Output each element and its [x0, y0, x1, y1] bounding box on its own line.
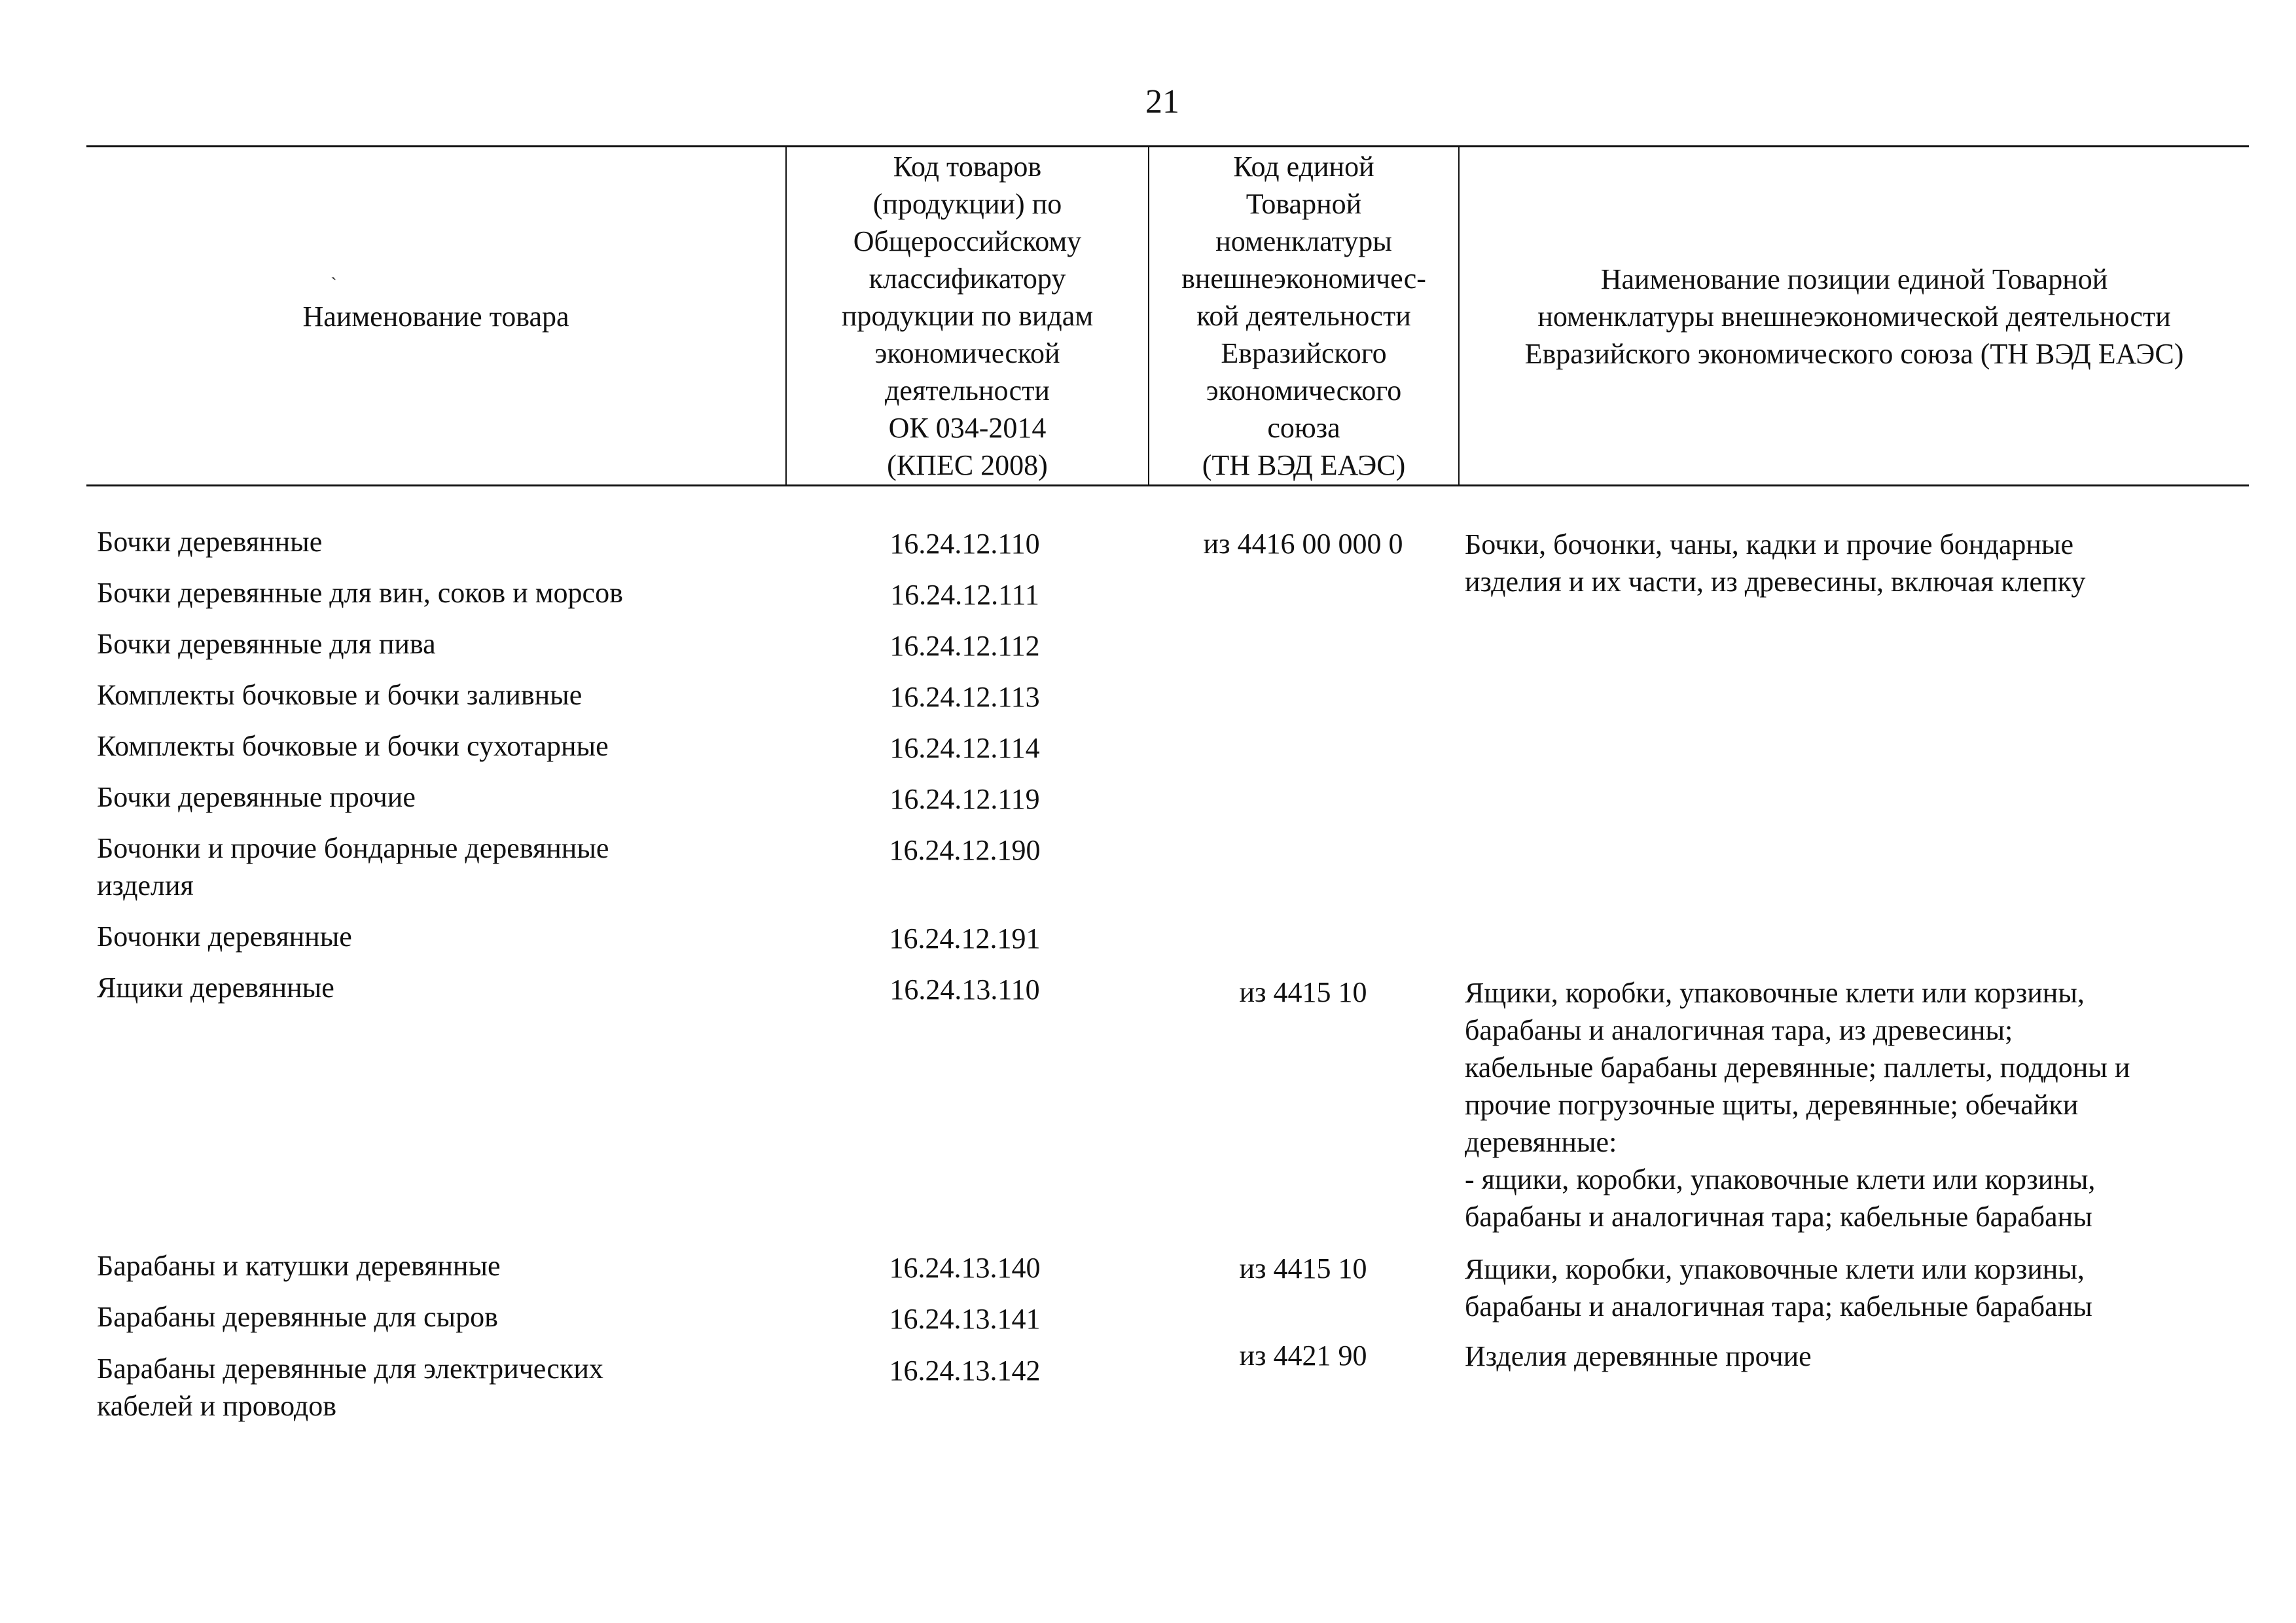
- table-row-name: Комплекты бочковые и бочки заливные: [97, 679, 583, 711]
- table-row-okpd-code: 16.24.13.110: [889, 974, 1040, 1006]
- table-row-name: Ящики деревянные: [97, 972, 334, 1004]
- table-row-okpd-code: 16.24.12.190: [889, 834, 1041, 866]
- tnved-code: из 4415 10: [1239, 976, 1367, 1008]
- table-row-name: Барабаны деревянные для электрических кабелей и проводов: [97, 1353, 603, 1422]
- table-top-rule: [86, 145, 2249, 147]
- table-header-bottom-rule: [86, 484, 2249, 486]
- table-row-name: Бочки деревянные: [97, 526, 323, 558]
- table-row-name: Бочонки деревянные: [97, 921, 352, 953]
- table-row-name: Барабаны деревянные для сыров: [97, 1301, 498, 1333]
- table-row-okpd-code: 16.24.12.110: [889, 528, 1040, 560]
- header-name: Наименование товара: [302, 301, 569, 333]
- table-row-name: Комплекты бочковые и бочки сухотарные: [97, 730, 609, 762]
- tnved-code: из 4416 00 000 0: [1203, 528, 1403, 560]
- table-row-okpd-code: 16.24.13.142: [889, 1355, 1041, 1387]
- table-row-name: Бочки деревянные для вин, соков и морсов: [97, 577, 623, 609]
- table-row-okpd-code: 16.24.12.114: [889, 732, 1040, 764]
- tnved-code: из 4415 10: [1239, 1252, 1367, 1285]
- header-okpd: Код товаров (продукции) по Общероссийскому классификатору продукции по видам экономической деятельности ОК 034-2014 (КПЕС 2008): [841, 151, 1094, 481]
- header-tnved: Код единой Товарной номенклатуры внешнеэкономичес- кой деятельности Евразийского экономического союза (ТН ВЭД ЕАЭС): [1181, 151, 1426, 481]
- table-row-okpd-code: 16.24.12.119: [889, 783, 1040, 815]
- scan-mark: `: [331, 274, 337, 295]
- table-row-name: Бочки деревянные для пива: [97, 628, 436, 660]
- tnved-description: Изделия деревянные прочие: [1465, 1340, 1812, 1372]
- table-row-okpd-code: 16.24.13.140: [889, 1252, 1041, 1284]
- table-row-name: Барабаны и катушки деревянные: [97, 1250, 501, 1282]
- page-number: 21: [1145, 83, 1179, 120]
- tnved-description: Ящики, коробки, упаковочные клети или корзины, барабаны и аналогичная тара; кабельные барабаны: [1465, 1253, 2092, 1322]
- table-row-okpd-code: 16.24.13.141: [889, 1303, 1041, 1335]
- tnved-code: из 4421 90: [1239, 1340, 1367, 1372]
- table-row-okpd-code: 16.24.12.111: [890, 579, 1039, 611]
- tnved-description: Бочки, бочонки, чаны, кадки и прочие бондарные изделия и их части, из древесины, включая клепку: [1465, 528, 2086, 598]
- table-row-name: Бочонки и прочие бондарные деревянные изделия: [97, 832, 609, 902]
- table-row-okpd-code: 16.24.12.112: [889, 630, 1040, 662]
- tnved-description: Ящики, коробки, упаковочные клети или корзины, барабаны и аналогичная тара, из древесины; кабельные барабаны деревянные; паллеты, поддоны и прочие погрузочные щиты, деревянные; обечайки деревянные: - ящики, коробки, упаковочные клети или корзины, барабаны и аналогичная тара; кабельные барабаны: [1465, 977, 2130, 1233]
- table-row-okpd-code: 16.24.12.191: [889, 922, 1041, 955]
- header-description: Наименование позиции единой Товарной номенклатуры внешнеэкономической деятельности Евразийского экономического союза (ТН ВЭД ЕАЭС): [1524, 263, 2184, 370]
- table-row-okpd-code: 16.24.12.113: [889, 681, 1040, 713]
- table-row-name: Бочки деревянные прочие: [97, 781, 416, 813]
